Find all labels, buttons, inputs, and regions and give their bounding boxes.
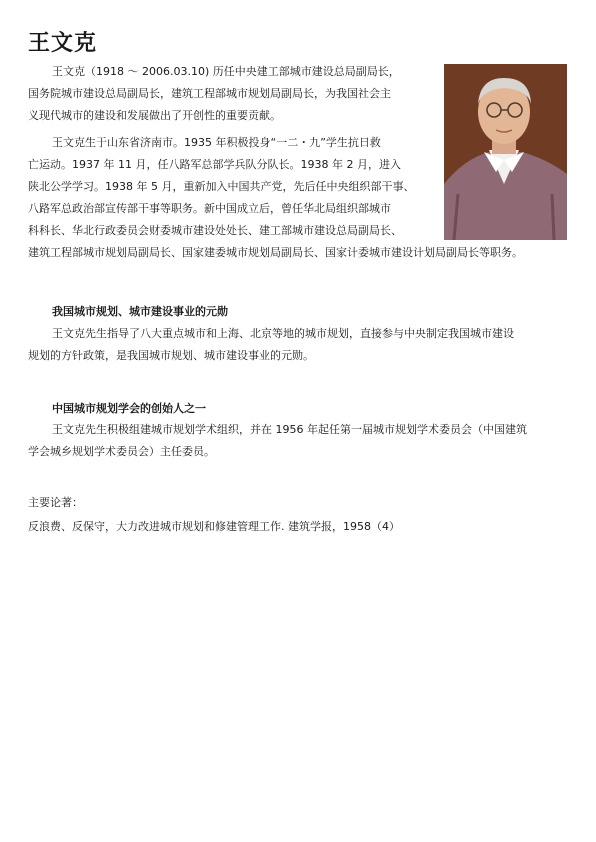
- works-label: 主要论著：: [28, 496, 83, 509]
- section-body-founder: 王文克先生积极组建城市规划学术组织，并在 1956 年起任第一届城市规划学术委员会（中国建筑 学会城乡规划学术委员会）主任委员。: [28, 423, 527, 458]
- section-body-contribution: 王文克先生指导了八大重点城市和上海、北京等地的城市规划，直接参与中央制定我国城市建设 规划的方针政策，是我国城市规划、城市建设事业的元勋。: [28, 327, 514, 362]
- bio-paragraph-2: 王文克生于山东省济南市。1935 年积极投身“一二・九”学生抗日救 亡运动。1937 年 11 月，任八路军总部学兵队分队长。1938 年 2 月，进入 陕北公学学习。1938 年 5 月，重新加入中国共产党，先后任中央组织部干事、 八路军总政治部宣传部干事等职务。新中国成立后，曾任华北局组织部城市 科科长、华北行政委员会财委城市建设处处长、建工部城市建设总局副局长、 建筑工程部城市规划局副局长、国家建委城市规划局副局长、国家计委城市建设计划局副局长等职务。: [28, 136, 523, 259]
- page-title: 王文克: [28, 31, 98, 56]
- section-heading-contribution: 我国城市规划、城市建设事业的元勋: [52, 305, 228, 318]
- section-heading-founder: 中国城市规划学会的创始人之一: [52, 402, 206, 415]
- bio-paragraph-1: 王文克（1918 ～ 2006.03.10) 历任中央建工部城市建设总局副局长， 国务院城市建设总局副局长，建筑工程部城市规划局副局长，为我国社会主 义现代城市的建设和发展做出了开创性的重要贡献。: [28, 65, 400, 122]
- works-item: 反浪费、反保守，大力改进城市规划和修建管理工作. 建筑学报，1958（4）: [28, 520, 400, 533]
